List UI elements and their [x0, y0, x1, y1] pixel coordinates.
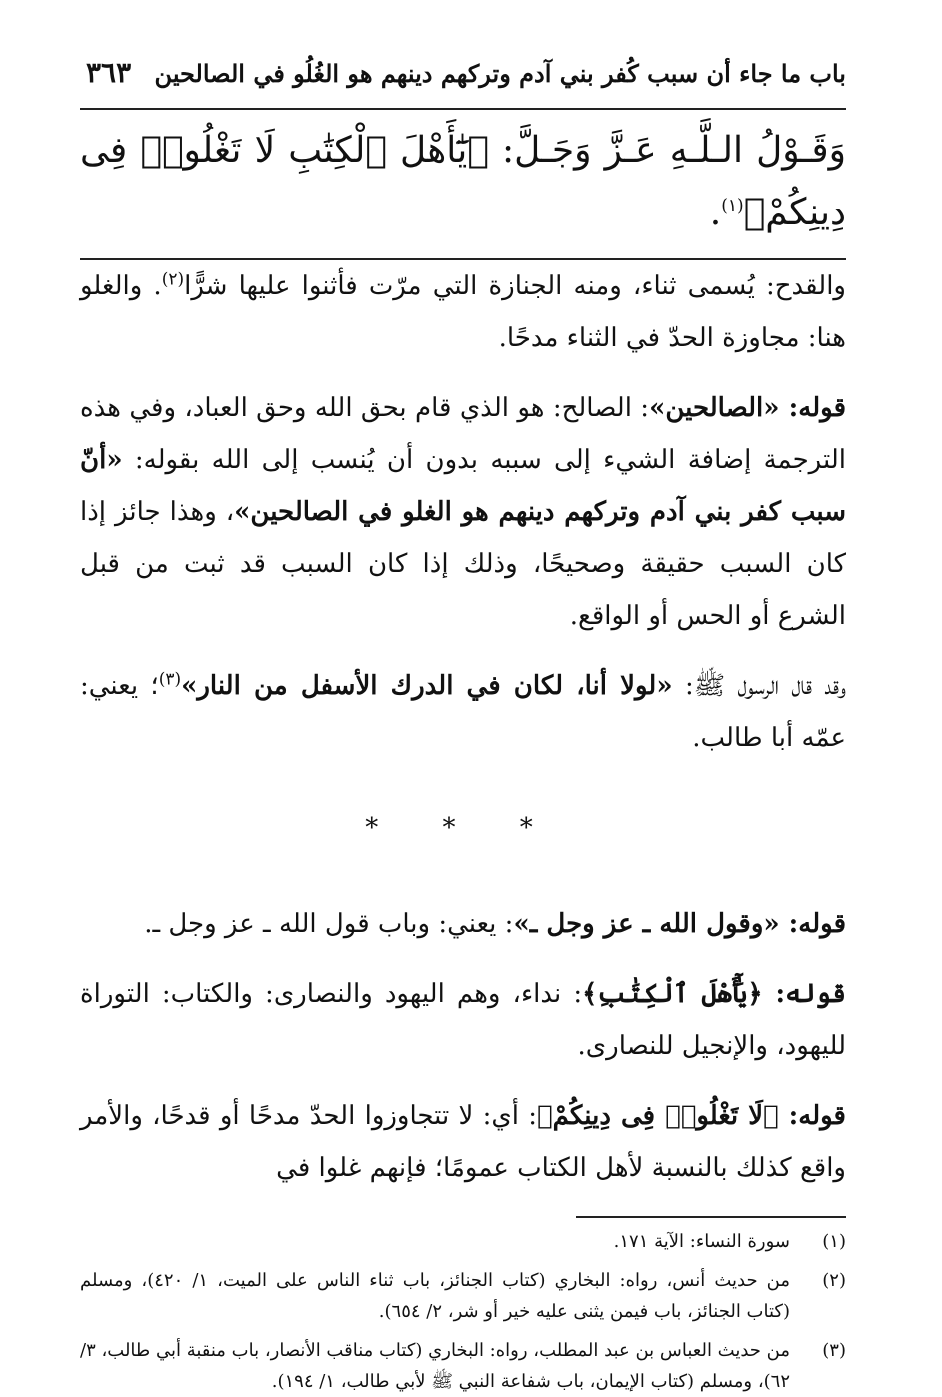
footnote-number: (١) — [822, 1231, 846, 1252]
section-divider-stars: * * * — [365, 813, 561, 843]
paragraph-text: ؛ يعني: عمّه أبا طالب. — [80, 671, 846, 753]
footnote-number: (٢) — [822, 1270, 846, 1291]
page-number: ٣٦٣ — [86, 56, 132, 89]
footnote-number: (٣) — [822, 1340, 846, 1361]
paragraph-la-taghlu — [80, 1090, 846, 1194]
paragraph-text: : يعني: وباب قول الله ـ عز وجل ـ. — [144, 909, 514, 939]
chapter-title: باب ما جاء أن سبب كُفر بني آدم وتركهم دينهم هو الغُلُو في الصالحين — [154, 59, 846, 88]
bold-quote: «لولا أنا، لكان في الدرك الأسفل من النار» — [181, 671, 673, 701]
footnotes — [80, 1218, 846, 1397]
footnote-text: سورة النساء: الآية ١٧١. — [613, 1231, 790, 1252]
paragraph-text: : نداء، وهم اليهود والنصارى: والكتاب: التوراة لليهود، والإنجيل للنصارى. — [80, 979, 846, 1061]
paragraph-qadh — [80, 260, 846, 364]
footnote-item — [80, 1335, 846, 1397]
paragraph-ahl-kitab — [80, 968, 846, 1072]
bold-quote: «أنّ سبب كفر بني آدم وتركهم دينهم هو الغلو في الصالحين» — [80, 445, 846, 527]
bold-lead: قوله: ﴿يَٰٓأَهْلَ ٱلْكِتَٰبِ﴾ — [582, 979, 847, 1009]
footnote-text: من حديث العباس بن عبد المطلب، رواه: البخاري (كتاب مناقب الأنصار، باب منقبة أبي طالب، ٣/ ٦٢)، ومسلم (كتاب الإيمان، باب شفاعة النبي ﷺ لأبي طالب، ١/ ١٩٤). — [79, 1340, 790, 1392]
bold-lead: قوله: «وقول الله ـ عز وجل ـ» — [513, 909, 846, 939]
paragraph-text: . والغلو هنا: مجاوزة الحدّ في الثناء مدحًا. — [80, 271, 846, 353]
footnote-text: من حديث أنس، رواه: البخاري (كتاب الجنائز، باب ثناء الناس على الميت، ١/ ٤٢٠)، ومسلم (كتاب الجنائز، باب فيمن يثنى عليه خير أو شر، ٢/ ٦٥٤). — [80, 1270, 791, 1322]
page-header — [80, 40, 846, 110]
footnote-ref-3[interactable]: (٣) — [158, 669, 182, 690]
bold-lead: قوله: «الصالحين» — [649, 393, 846, 423]
body-text — [80, 260, 846, 1194]
paragraph-hadith — [80, 660, 846, 764]
paragraph-salihin — [80, 382, 846, 642]
paragraph-text: : أي: لا تتجاوزوا الحدّ مدحًا أو قدحًا، والأمر واقع كذلك بالنسبة لأهل الكتاب عمومًا؛ فإنهم غلوا في — [80, 1101, 846, 1183]
bold-lead: قوله: ﴿لَا تَغْلُوا۟ فِى دِينِكُمْ﴾ — [536, 1101, 846, 1131]
paragraph-text: ، وهذا جائز إذا كان السبب حقيقة وصحيحًا، وذلك إذا كان السبب قد ثبت من قبل الشرع أو الحس أو الواقع. — [80, 497, 846, 631]
paragraph-text: والقدح: يُسمى ثناء، ومنه الجنازة التي مرّت فأثنوا عليها شرًّا — [184, 271, 846, 301]
footnote-ref-2[interactable]: (٢) — [161, 269, 185, 290]
paragraph-text: وقد قال الرسول ﷺ: — [672, 671, 847, 701]
footnote-item — [80, 1265, 846, 1327]
paragraph-text: : الصالح: هو الذي قام بحق الله وحق العباد، وفي هذه الترجمة إضافة الشيء إلى سببه بدون أن يُنسب إلى الله بقوله: — [80, 393, 846, 475]
paragraph-qawl — [80, 898, 846, 950]
verse-end: . — [709, 192, 722, 233]
footnote-ref-1[interactable]: (١) — [721, 196, 744, 216]
verse-text: وَقَـوْلُ الـلَّـهِ عَـزَّ وَجَـلَّ: ﴿يَٰٓأَهْلَ ٱلْكِتَٰبِ لَا تَغْلُوا۟ فِى دِينِكُمْ﴾ — [80, 130, 846, 233]
footnote-item — [80, 1226, 846, 1257]
verse-block — [80, 110, 846, 260]
